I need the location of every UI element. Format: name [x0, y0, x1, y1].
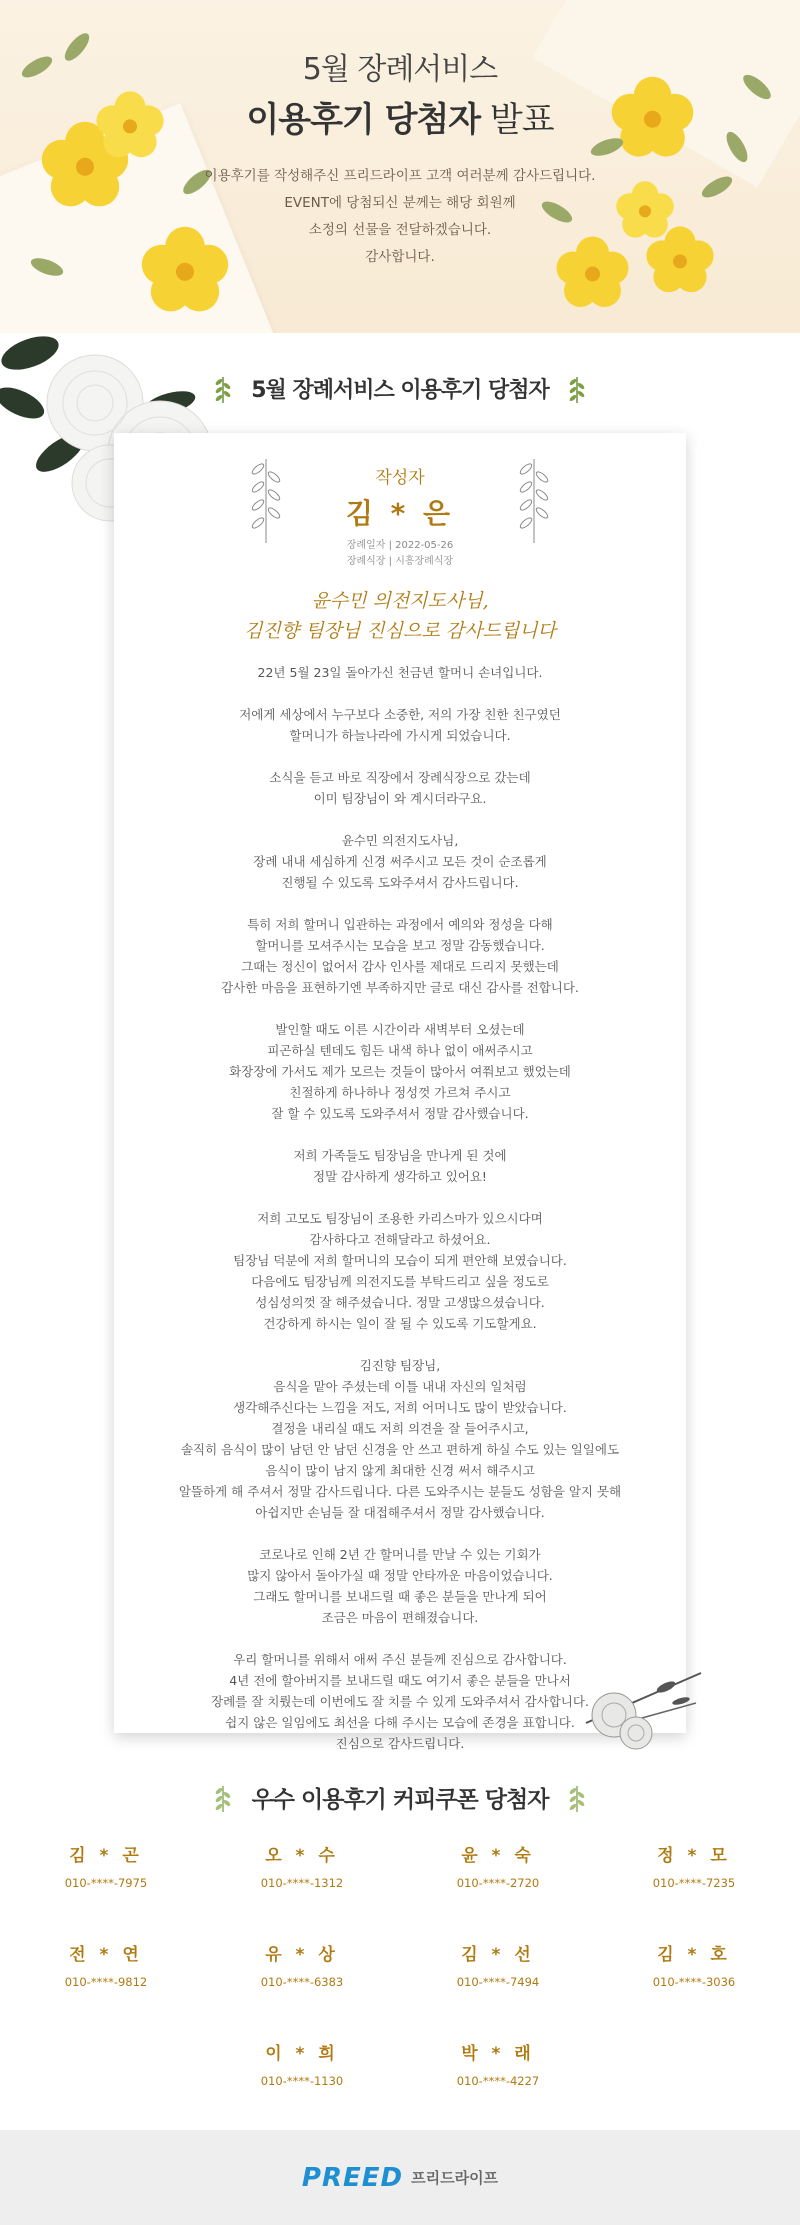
- winner-item: [204, 2039, 400, 2088]
- winner-name: 오 * 수: [265, 1846, 339, 1866]
- leaf-sprig-icon: [566, 1783, 588, 1813]
- winner-item: [400, 2039, 596, 2088]
- review-section-header: [0, 333, 800, 433]
- funeral-date: 장례일자 | 2022-05-26: [346, 540, 454, 551]
- review-paragraph: 특히 저희 할머니 입관하는 과정에서 예의와 정성을 다해 할머니를 모셔주시는 모습을 보고 정말 감동했습니다. 그때는 정신이 없어서 감사 인사를 제대로 드리지 못했는데 감사한 마음을 표현하기엔 부족하지만 글로 대신 감사를 전합니다.: [221, 917, 579, 995]
- headline-line: 윤수민 의전지도사님,: [311, 590, 489, 612]
- winner-name: 김 * 곤: [69, 1846, 143, 1866]
- hero-title-light: 발표: [480, 100, 554, 140]
- review-paragraph: 윤수민 의전지도사님, 장례 내내 세심하게 신경 써주시고 모든 것이 순조롭게 진행될 수 있도록 도와주셔서 감사드립니다.: [253, 833, 547, 890]
- winner-item: [204, 1841, 400, 1890]
- winner-name: 전 * 연: [69, 1945, 143, 1965]
- branch-ornament-icon: [244, 455, 288, 545]
- grey-flower-bouquet-icon: [566, 1653, 706, 1753]
- review-paragraph: 저에게 세상에서 누구보다 소중한, 저의 가장 친한 친구였던 할머니가 하늘나라에 가시게 되었습니다.: [239, 707, 561, 743]
- winner-name: 박 * 래: [461, 2044, 535, 2064]
- winner-name: 정 * 모: [657, 1846, 731, 1866]
- hero-desc-line: EVENT에 당첨되신 분께는 해당 회원께: [284, 195, 516, 211]
- winners-last-row: [0, 2039, 800, 2088]
- review-paragraph: 저희 가족들도 팀장님을 만나게 된 것에 정말 감사하게 생각하고 있어요!: [293, 1148, 507, 1184]
- winner-phone: 010-****-2720: [456, 1876, 540, 1890]
- winner-phone: 010-****-1312: [260, 1876, 344, 1890]
- review-paragraph: 김진향 팀장님, 음식을 맡아 주셨는데 이틀 내내 자신의 일처럼 생각해주신다는 느낌을 저도, 저희 어머니도 많이 받았습니다. 결정을 내리실 때도 저희 의견을 잘 들어주시고, 솔직히 음식이 많이 남던 안 남던 신경을 안 쓰고 편하게 하실 수도 있는 일일에도 음식이 많이 남지 않게 최대한 신경 써서 해주시고 알뜰하게 해 주셔서 정말 감사드립니다. 다른 도와주시는 분들도 성함을 알지 못해 아쉽지만 손님들 잘 대접해주셔서 정말 감사했습니다.: [178, 1358, 622, 1520]
- winners-section-title: 우수 이용후기 커피쿠폰 당첨자: [251, 1787, 549, 1813]
- footer: [0, 2130, 800, 2225]
- leaf-sprig-icon: [212, 374, 234, 404]
- winner-name: 김 * 호: [657, 1945, 731, 1965]
- hero-desc-line: 이용후기를 작성해주신 프리드라이프 고객 여러분께 감사드립니다.: [204, 168, 596, 184]
- review-section-title: 5월 장례서비스 이용후기 당첨자: [251, 378, 549, 403]
- hero-banner: [0, 0, 800, 333]
- review-headline: [114, 586, 686, 646]
- author-name: 김 * 은: [345, 497, 455, 530]
- funeral-place: 장례식장 | 시흥장례식장: [346, 556, 454, 567]
- winner-name: 유 * 상: [265, 1945, 339, 1965]
- winner-item: [8, 1841, 204, 1890]
- winner-item: [596, 1841, 792, 1890]
- review-paragraph: 발인할 때도 이른 시간이라 새벽부터 오셨는데 피곤하실 텐데도 힘든 내색 하나 없이 애써주시고 화장장에 가서도 제가 모르는 것들이 많아서 여쭤보고 했었는데 친절하게 하나하나 정성껏 가르쳐 주시고 잘 할 수 있도록 도와주셔서 정말 감사했습니다.: [229, 1022, 571, 1121]
- review-paragraph: 소식을 듣고 바로 직장에서 장례식장으로 갔는데 이미 팀장님이 와 계시더라구요.: [269, 770, 531, 806]
- winner-name: 윤 * 숙: [461, 1846, 535, 1866]
- brand-logo: PREED: [301, 2162, 404, 2193]
- author-label: 작성자: [375, 468, 425, 488]
- winner-item: [204, 1940, 400, 1989]
- review-paragraph: 저희 고모도 팀장님이 조용한 카리스마가 있으시다며 감사하다고 전해달라고 하셨어요. 팀장님 덕분에 저희 할머니의 모습이 되게 편안해 보였습니다. 다음에도 팀장님께 의전지도를 부탁드리고 싶을 정도로 성심성의껏 잘 해주셨습니다. 정말 고생많으셨습니다. 건강하게 하시는 일이 잘 될 수 있도록 기도할게요.: [233, 1211, 567, 1331]
- review-card: [114, 433, 686, 1751]
- winner-phone: 010-****-9812: [64, 1975, 148, 1989]
- hero-title-line1: 5월 장례서비스: [302, 52, 498, 87]
- winner-item: [400, 1940, 596, 1989]
- hero-desc-line: 소정의 선물을 전달하겠습니다.: [308, 222, 492, 238]
- hero-title-line2: [0, 92, 800, 141]
- review-paragraph: 우리 할머니를 위해서 애써 주신 분들께 진심으로 감사합니다. 4년 전에 할아버지를 보내드릴 때도 여기서 좋은 분들을 만나서 장례를 잘 치뤘는데 이번에도 잘 치를 수 있게 도와주셔서 감사합니다. 쉽지 않은 일임에도 최선을 다해 주시는 모습에 존경을 표합니다. 진심으로 감사드립니다.: [211, 1652, 589, 1751]
- winner-phone: 010-****-3036: [652, 1975, 736, 1989]
- hero-description: [0, 163, 800, 271]
- headline-line: 김진향 팀장님 진심으로 감사드립니다: [244, 620, 556, 642]
- hero-desc-line: 감사합니다.: [365, 249, 435, 265]
- review-paragraph: 코로나로 인해 2년 간 할머니를 만날 수 있는 기회가 많지 않아서 돌아가실 때 정말 안타까운 마음이었습니다. 그래도 할머니를 보내드릴 때 좋은 분들을 만나게 되어 조금은 마음이 편해졌습니다.: [247, 1547, 553, 1625]
- winners-grid: [0, 1841, 800, 1989]
- hero-title-bold: 이용후기 당첨자: [246, 100, 481, 140]
- leaf-sprig-icon: [566, 374, 588, 404]
- winner-name: 김 * 선: [461, 1945, 535, 1965]
- winner-item: [596, 1940, 792, 1989]
- leaf-sprig-icon: [212, 1783, 234, 1813]
- winner-item: [400, 1841, 596, 1890]
- review-card-wrap: [0, 433, 800, 1751]
- winner-phone: 010-****-6383: [260, 1975, 344, 1989]
- winner-phone: 010-****-1130: [260, 2074, 344, 2088]
- winner-item: [8, 1940, 204, 1989]
- winner-phone: 010-****-7975: [64, 1876, 148, 1890]
- brand-name: 프리드라이프: [411, 2169, 499, 2187]
- review-meta: [114, 538, 686, 570]
- branch-ornament-icon: [512, 455, 556, 545]
- winner-phone: 010-****-7235: [652, 1876, 736, 1890]
- winner-phone: 010-****-7494: [456, 1975, 540, 1989]
- winner-phone: 010-****-4227: [456, 2074, 540, 2088]
- review-paragraph: 22년 5월 23일 돌아가신 천금년 할머니 손녀입니다.: [257, 665, 543, 680]
- winner-name: 이 * 희: [265, 2044, 339, 2064]
